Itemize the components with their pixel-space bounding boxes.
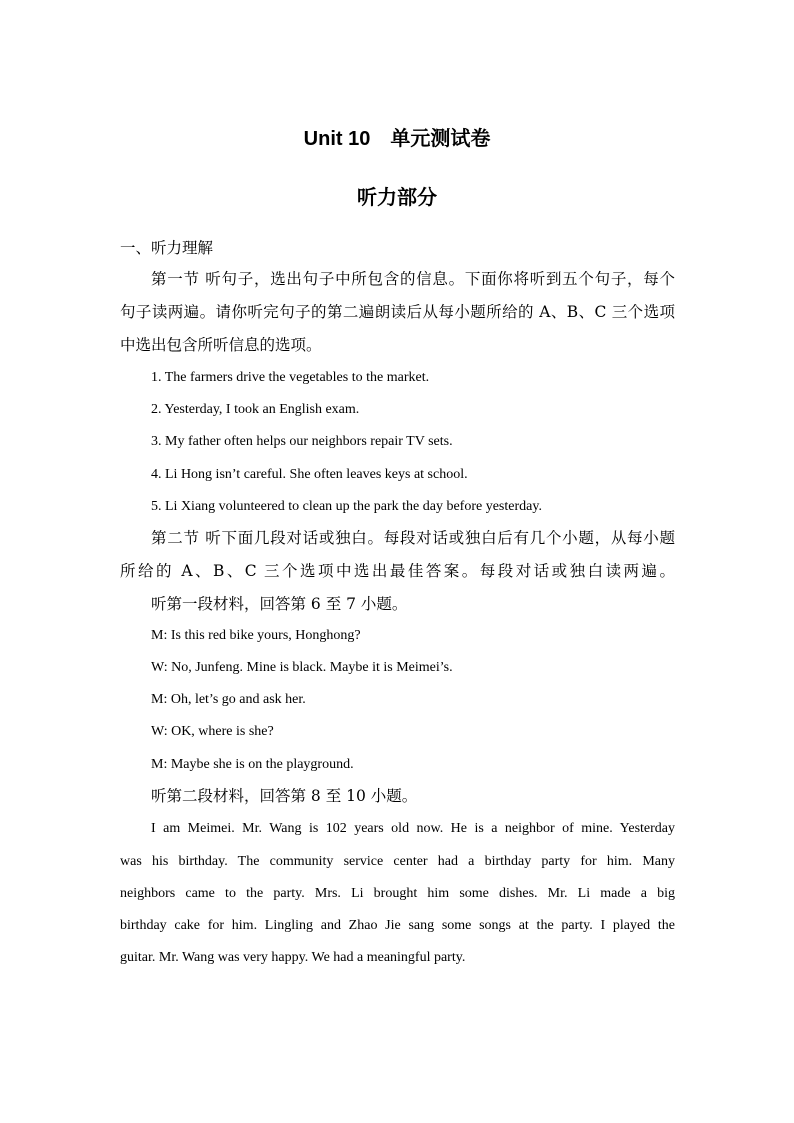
listening-sentence: 2. Yesterday, I took an English exam.	[151, 402, 360, 417]
passage-line: guitar. Mr. Wang was very happy. We had a meaningful party.	[120, 950, 466, 965]
material-heading: 听第一段材料，回答第 6 至 7 小题。	[151, 595, 408, 613]
page-subtitle: 听力部分	[357, 187, 437, 209]
dialogue-line: W: No, Junfeng. Mine is black. Maybe it is Meimei’s.	[151, 660, 453, 675]
listening-sentence: 3. My father often helps our neighbors repair TV sets.	[151, 434, 453, 449]
instruction-line: 中选出包含所听信息的选项。	[120, 336, 322, 354]
dialogue-line: M: Maybe she is on the playground.	[151, 757, 354, 772]
dialogue-line: W: OK, where is she?	[151, 724, 274, 739]
dialogue-line: M: Oh, let’s go and ask her.	[151, 692, 306, 707]
instruction-line: 句子读两遍。请你听完句子的第二遍朗读后从每小题所给的 A、B、C 三个选项	[120, 303, 675, 321]
listening-sentence: 4. Li Hong isn’t careful. She often leaves keys at school.	[151, 467, 468, 482]
material-heading: 听第二段材料，回答第 8 至 10 小题。	[151, 787, 418, 805]
instruction-line: 所给的 A、B、C 三个选项中选出最佳答案。每段对话或独白读两遍。	[120, 562, 675, 580]
instruction-line: 第二节 听下面几段对话或独白。每段对话或独白后有几个小题，从每小题	[151, 529, 675, 547]
dialogue-line: M: Is this red bike yours, Honghong?	[151, 628, 361, 643]
section-heading: 一、听力理解	[120, 239, 214, 257]
page-title: Unit 10 单元测试卷	[303, 128, 491, 150]
passage-line: I am Meimei. Mr. Wang is 102 years old now. He is a neighbor of mine. Yesterday	[151, 821, 675, 836]
instruction-line: 第一节 听句子，选出句子中所包含的信息。下面你将听到五个句子，每个	[151, 270, 675, 288]
passage-line: was his birthday. The community service center had a birthday party for him. Many	[120, 854, 675, 869]
passage-line: neighbors came to the party. Mrs. Li brought him some dishes. Mr. Li made a big	[120, 886, 675, 901]
listening-sentence: 1. The farmers drive the vegetables to the market.	[151, 370, 430, 385]
listening-sentence: 5. Li Xiang volunteered to clean up the park the day before yesterday.	[151, 499, 542, 514]
passage-line: birthday cake for him. Lingling and Zhao Jie sang some songs at the party. I played the	[120, 918, 675, 933]
